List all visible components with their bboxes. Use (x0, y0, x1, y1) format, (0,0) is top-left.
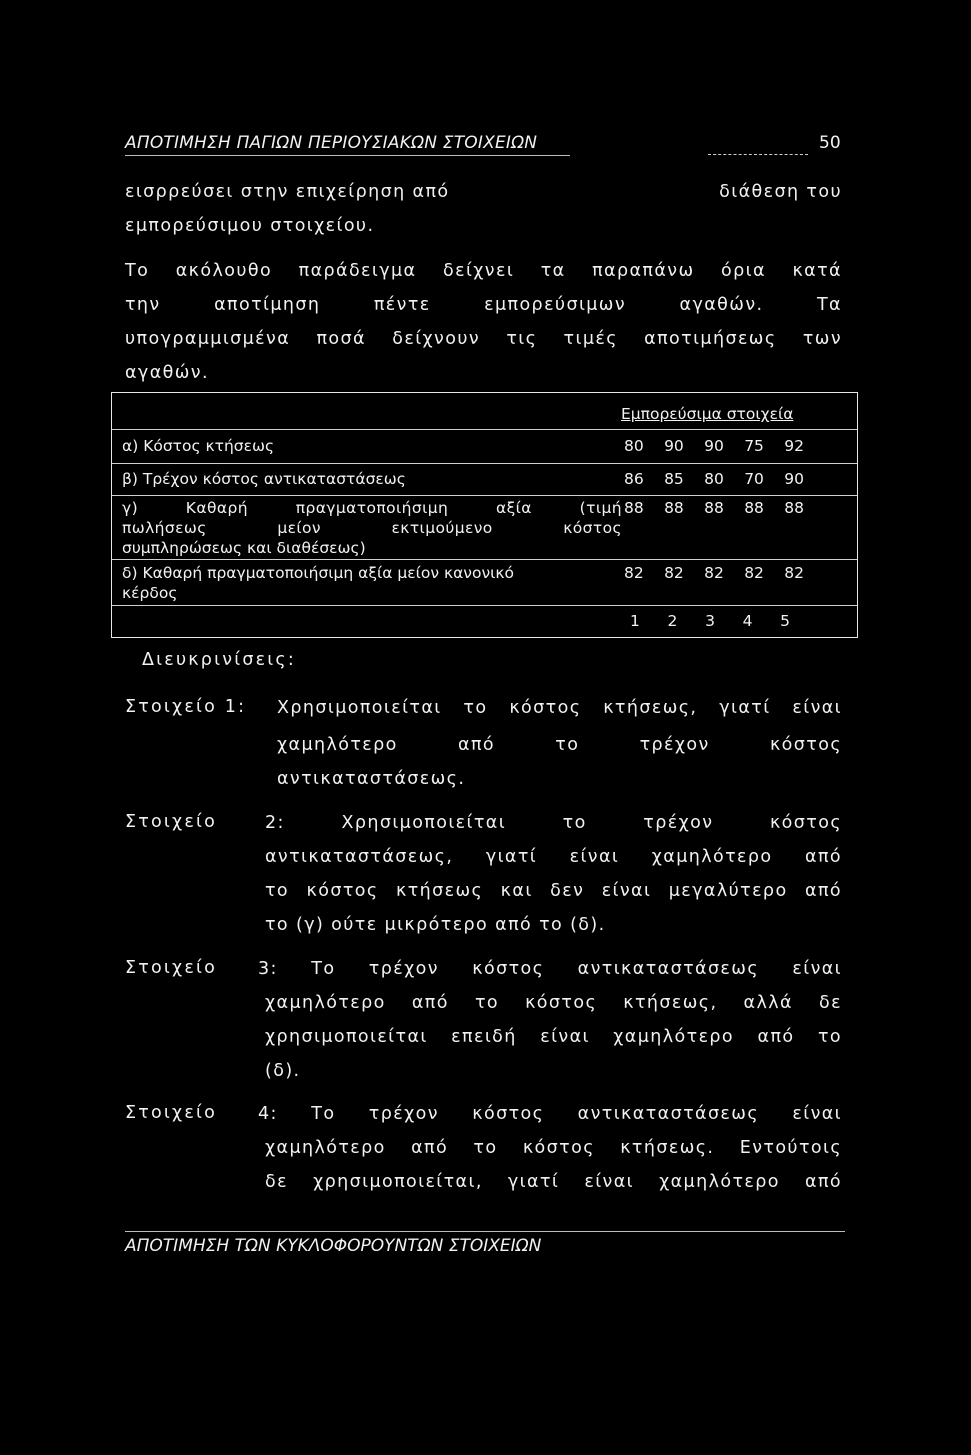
table-cell: 82 (664, 564, 684, 582)
table-cell: 5 (780, 612, 790, 630)
table-cell: 82 (784, 564, 804, 582)
item-3-line-2: χαμηλότερο από το κόστος κτήσεως, αλλά δε (265, 993, 842, 1013)
table-cell: 82 (704, 564, 724, 582)
item-2-line-1 (265, 806, 842, 840)
table-header-row (112, 393, 857, 430)
item-1-word: Στοιχείο (125, 697, 218, 717)
footer-rule (125, 1231, 845, 1232)
intro-line-1-left: εισρρεύσει στην επιχείρηση από (125, 182, 450, 202)
table-cell: 75 (744, 437, 764, 455)
table-cell: 88 (744, 499, 764, 517)
paragraph-2-line-4: αγαθών. (125, 363, 209, 383)
item-4-line-1 (258, 1097, 842, 1131)
paragraph-2-line-1: Το ακόλουθο παράδειγμα δείχνει τα παραπάνω όρια κατά (125, 261, 842, 281)
paragraph-2-line-3: υπογραμμισμένα ποσά δείχνουν τις τιμές αποτιμήσεως των (125, 329, 842, 349)
item-2-label: Στοιχείο (125, 812, 218, 832)
table-row-a-label: α) Κόστος κτήσεως (122, 437, 275, 455)
table-row-d (112, 559, 857, 606)
goods-valuation-table (111, 392, 858, 638)
table-row-a-values (624, 436, 804, 456)
page-number: 50 (819, 133, 841, 153)
intro-line-1-right: διάθεση του (719, 182, 842, 202)
table-item-number-row (112, 605, 857, 636)
table-cell: 90 (664, 437, 684, 455)
table-cell: 90 (704, 437, 724, 455)
table-cell: 88 (664, 499, 684, 517)
item-1-line-2: χαμηλότερο από το τρέχον κόστος (277, 735, 842, 755)
header-dashed-rule (708, 154, 808, 155)
table-row-b (112, 463, 857, 496)
item-3-number: 3: (258, 959, 278, 979)
table-header-label: Εμπορεύσιμα στοιχεία (621, 405, 794, 423)
table-cell: 90 (784, 470, 804, 488)
table-cell: 88 (704, 499, 724, 517)
item-4-label: Στοιχείο (125, 1103, 218, 1123)
table-row-c-label-line-1: γ) Καθαρή πραγματοποιήσιμη αξία (τιμή (122, 499, 622, 517)
item-1-line-3: αντικαταστάσεως. (277, 769, 466, 789)
table-row-d-label-line-2: κέρδος (122, 584, 178, 602)
table-cell: 4 (742, 612, 753, 630)
item-3-label: Στοιχείο (125, 958, 218, 978)
item-3-line-4: (δ). (265, 1061, 301, 1081)
table-row-d-label-line-1: δ) Καθαρή πραγματοποιήσιμη αξία μείον κανονικό (122, 564, 514, 582)
item-3-line-1-text: Το τρέχον κόστος αντικαταστάσεως είναι (311, 959, 843, 979)
table-cell: 3 (705, 612, 715, 630)
table-row-c-values (624, 498, 804, 518)
table-cell: 1 (630, 612, 640, 630)
item-1-number: 1: (224, 697, 247, 717)
table-row-b-label: β) Τρέχον κόστος αντικαταστάσεως (122, 470, 406, 488)
table-item-numbers (630, 611, 790, 631)
table-cell: 80 (704, 470, 724, 488)
table-cell: 88 (624, 499, 644, 517)
table-cell: 2 (667, 612, 678, 630)
header-underline (125, 155, 570, 156)
table-row-b-values (624, 469, 804, 489)
item-2-number: 2: (265, 813, 285, 833)
table-cell: 85 (664, 470, 684, 488)
item-2-line-1-text: Χρησιμοποιείται το τρέχον κόστος (341, 813, 842, 833)
table-cell: 86 (624, 470, 644, 488)
item-4-line-3: δε χρησιμοποιείται, γιατί είναι χαμηλότερο από (265, 1172, 842, 1192)
clarifications-title: Διευκρινίσεις: (142, 650, 296, 670)
item-3-line-3: χρησιμοποιείται επειδή είναι χαμηλότερο από το (265, 1027, 842, 1047)
intro-line-1 (125, 175, 842, 209)
table-row-c (112, 495, 857, 560)
item-2-line-4: το (γ) ούτε μικρότερο από το (δ). (265, 915, 606, 935)
paragraph-2-line-2: την αποτίμηση πέντε εμπορεύσιμων αγαθών. Τα (125, 295, 842, 315)
item-4-number: 4: (258, 1104, 278, 1124)
table-row-d-values (624, 563, 804, 583)
item-1-line-1: Χρησιμοποιείται το κόστος κτήσεως, γιατί είναι (277, 698, 842, 718)
item-4-line-1-text: Το τρέχον κόστος αντικαταστάσεως είναι (311, 1104, 843, 1124)
table-cell: 92 (784, 437, 804, 455)
table-row-c-label-line-2: πωλήσεως μείον εκτιμούμενο κόστος (122, 519, 622, 537)
page-header-title: ΑΠΟΤΙΜΗΣΗ ΠΑΓΙΩΝ ΠΕΡΙΟΥΣΙΑΚΩΝ ΣΤΟΙΧΕΙΩΝ (125, 133, 538, 153)
table-cell: 88 (784, 499, 804, 517)
item-4-line-2: χαμηλότερο από το κόστος κτήσεως. Εντούτοις (265, 1138, 842, 1158)
intro-line-2: εμπορεύσιμου στοιχείου. (125, 216, 375, 236)
footer-title: ΑΠΟΤΙΜΗΣΗ ΤΩΝ ΚΥΚΛΟΦΟΡΟΥΝΤΩΝ ΣΤΟΙΧΕΙΩΝ (125, 1236, 542, 1256)
item-1-label (125, 697, 246, 717)
table-cell: 82 (624, 564, 644, 582)
table-row-c-label-line-3: συμπληρώσεως και διαθέσεως) (122, 539, 366, 557)
item-3-line-1 (258, 952, 842, 986)
item-2-line-2: αντικαταστάσεως, γιατί είναι χαμηλότερο από (265, 847, 842, 867)
table-cell: 82 (744, 564, 764, 582)
table-cell: 70 (744, 470, 764, 488)
table-row-a (112, 429, 857, 464)
item-2-line-3: το κόστος κτήσεως και δεν είναι μεγαλύτερο από (265, 881, 842, 901)
table-cell: 80 (624, 437, 644, 455)
